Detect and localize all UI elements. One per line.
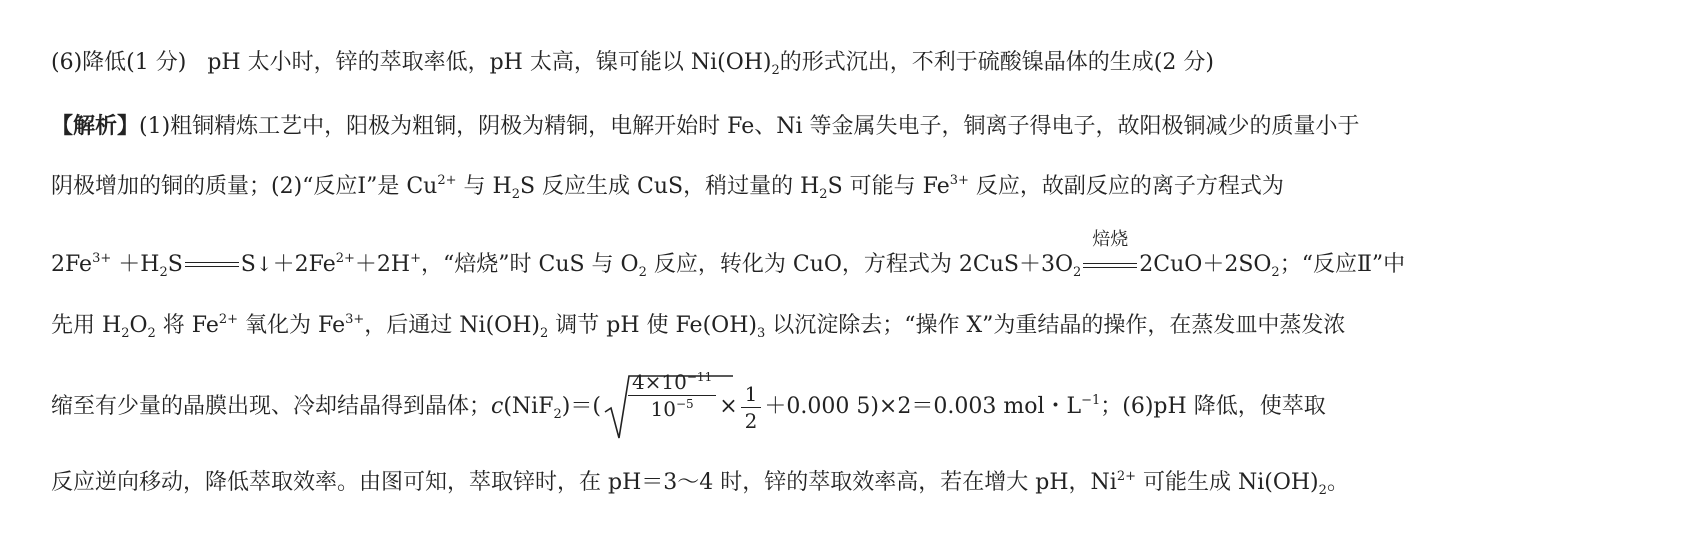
reaction-condition: 焙烧 [1092, 229, 1129, 250]
fraction-ksp: $\frac{4\times 10^{-11}}{10^{-5}}$ [628, 372, 716, 419]
square-root [603, 372, 719, 442]
analysis-line-2: 阴极增加的铜的质量；(2)“反应Ⅰ”是 $Cu^{2+}$ 与 $H_2S$ 反应生成 CuS，稍过量的 $H_2S$ 可能与 $Fe^{3+}$ 反应，故副反应的离子方程式为 [51, 173, 1284, 202]
analysis-line-1: 【解析】(1)粗铜精炼工艺中，阳极为粗铜，阴极为精铜，电解开始时 Fe、Ni 等金属失电子，铜离子得电子，故阳极铜减少的质量小于 [51, 113, 1360, 139]
reaction-condition-equals [1083, 229, 1137, 275]
analysis-tag: 【解析】 [51, 113, 140, 139]
analysis-line-5: 缩至有少量的晶膜出现、冷却结晶得到晶体；c(NiF$_2$)＝( $\frac{4\times 10^{-11}}{10^{-5}}$ × $\frac{1}{2}$ ＋0.000 5)×2＝0.003 mol・$L^{-1}$；(6)pH 降低，使萃取 [51, 372, 1326, 442]
answer-score: (6)降低(1 分) [51, 50, 187, 75]
double-bar-equals [185, 261, 239, 269]
analysis-line-4: 先用 $H_2O_2$ 将 $Fe^{2+}$ 氧化为 $Fe^{3+}$，后通过 $Ni(OH)_2$ 调节 pH 使 $Fe(OH)_3$ 以沉淀除去；“操作 X”为重结晶的操作，在蒸发皿中蒸发浓 [51, 312, 1346, 341]
analysis-line-3: $2Fe^{3+} +H_2S$ $S↓+2Fe^{2+}+2H^+$，“焙烧”时 CuS 与 $O_2$ 反应，转化为 CuO，方程式为 $2CuS+3O_2$ 焙烧 $2CuO+2SO_2$；“反应Ⅱ”中 [51, 229, 1406, 280]
analysis-line-6: 反应逆向移动，降低萃取效率。由图可知，萃取锌时，在 pH＝3～4 时，锌的萃取效率高，若在增大 pH，$Ni^{2+}$ 可能生成 $Ni(OH)_2$。 [51, 469, 1349, 498]
radical-sign-icon [603, 372, 733, 442]
fraction-half: $\frac{1}{2}$ [741, 384, 762, 431]
concentration-symbol: c [491, 394, 504, 419]
answer-text: pH 太小时，锌的萃取率低，pH 太高，镍可能以 Ni(OH) [207, 50, 772, 75]
answer-line-6: (6)降低(1 分) pH 太小时，锌的萃取率低，pH 太高，镍可能以 $Ni(OH)_2$的形式沉出，不利于硫酸镍晶体的生成(2 分) [51, 50, 1214, 78]
precipitate-arrow-icon: ↓ [255, 252, 273, 276]
